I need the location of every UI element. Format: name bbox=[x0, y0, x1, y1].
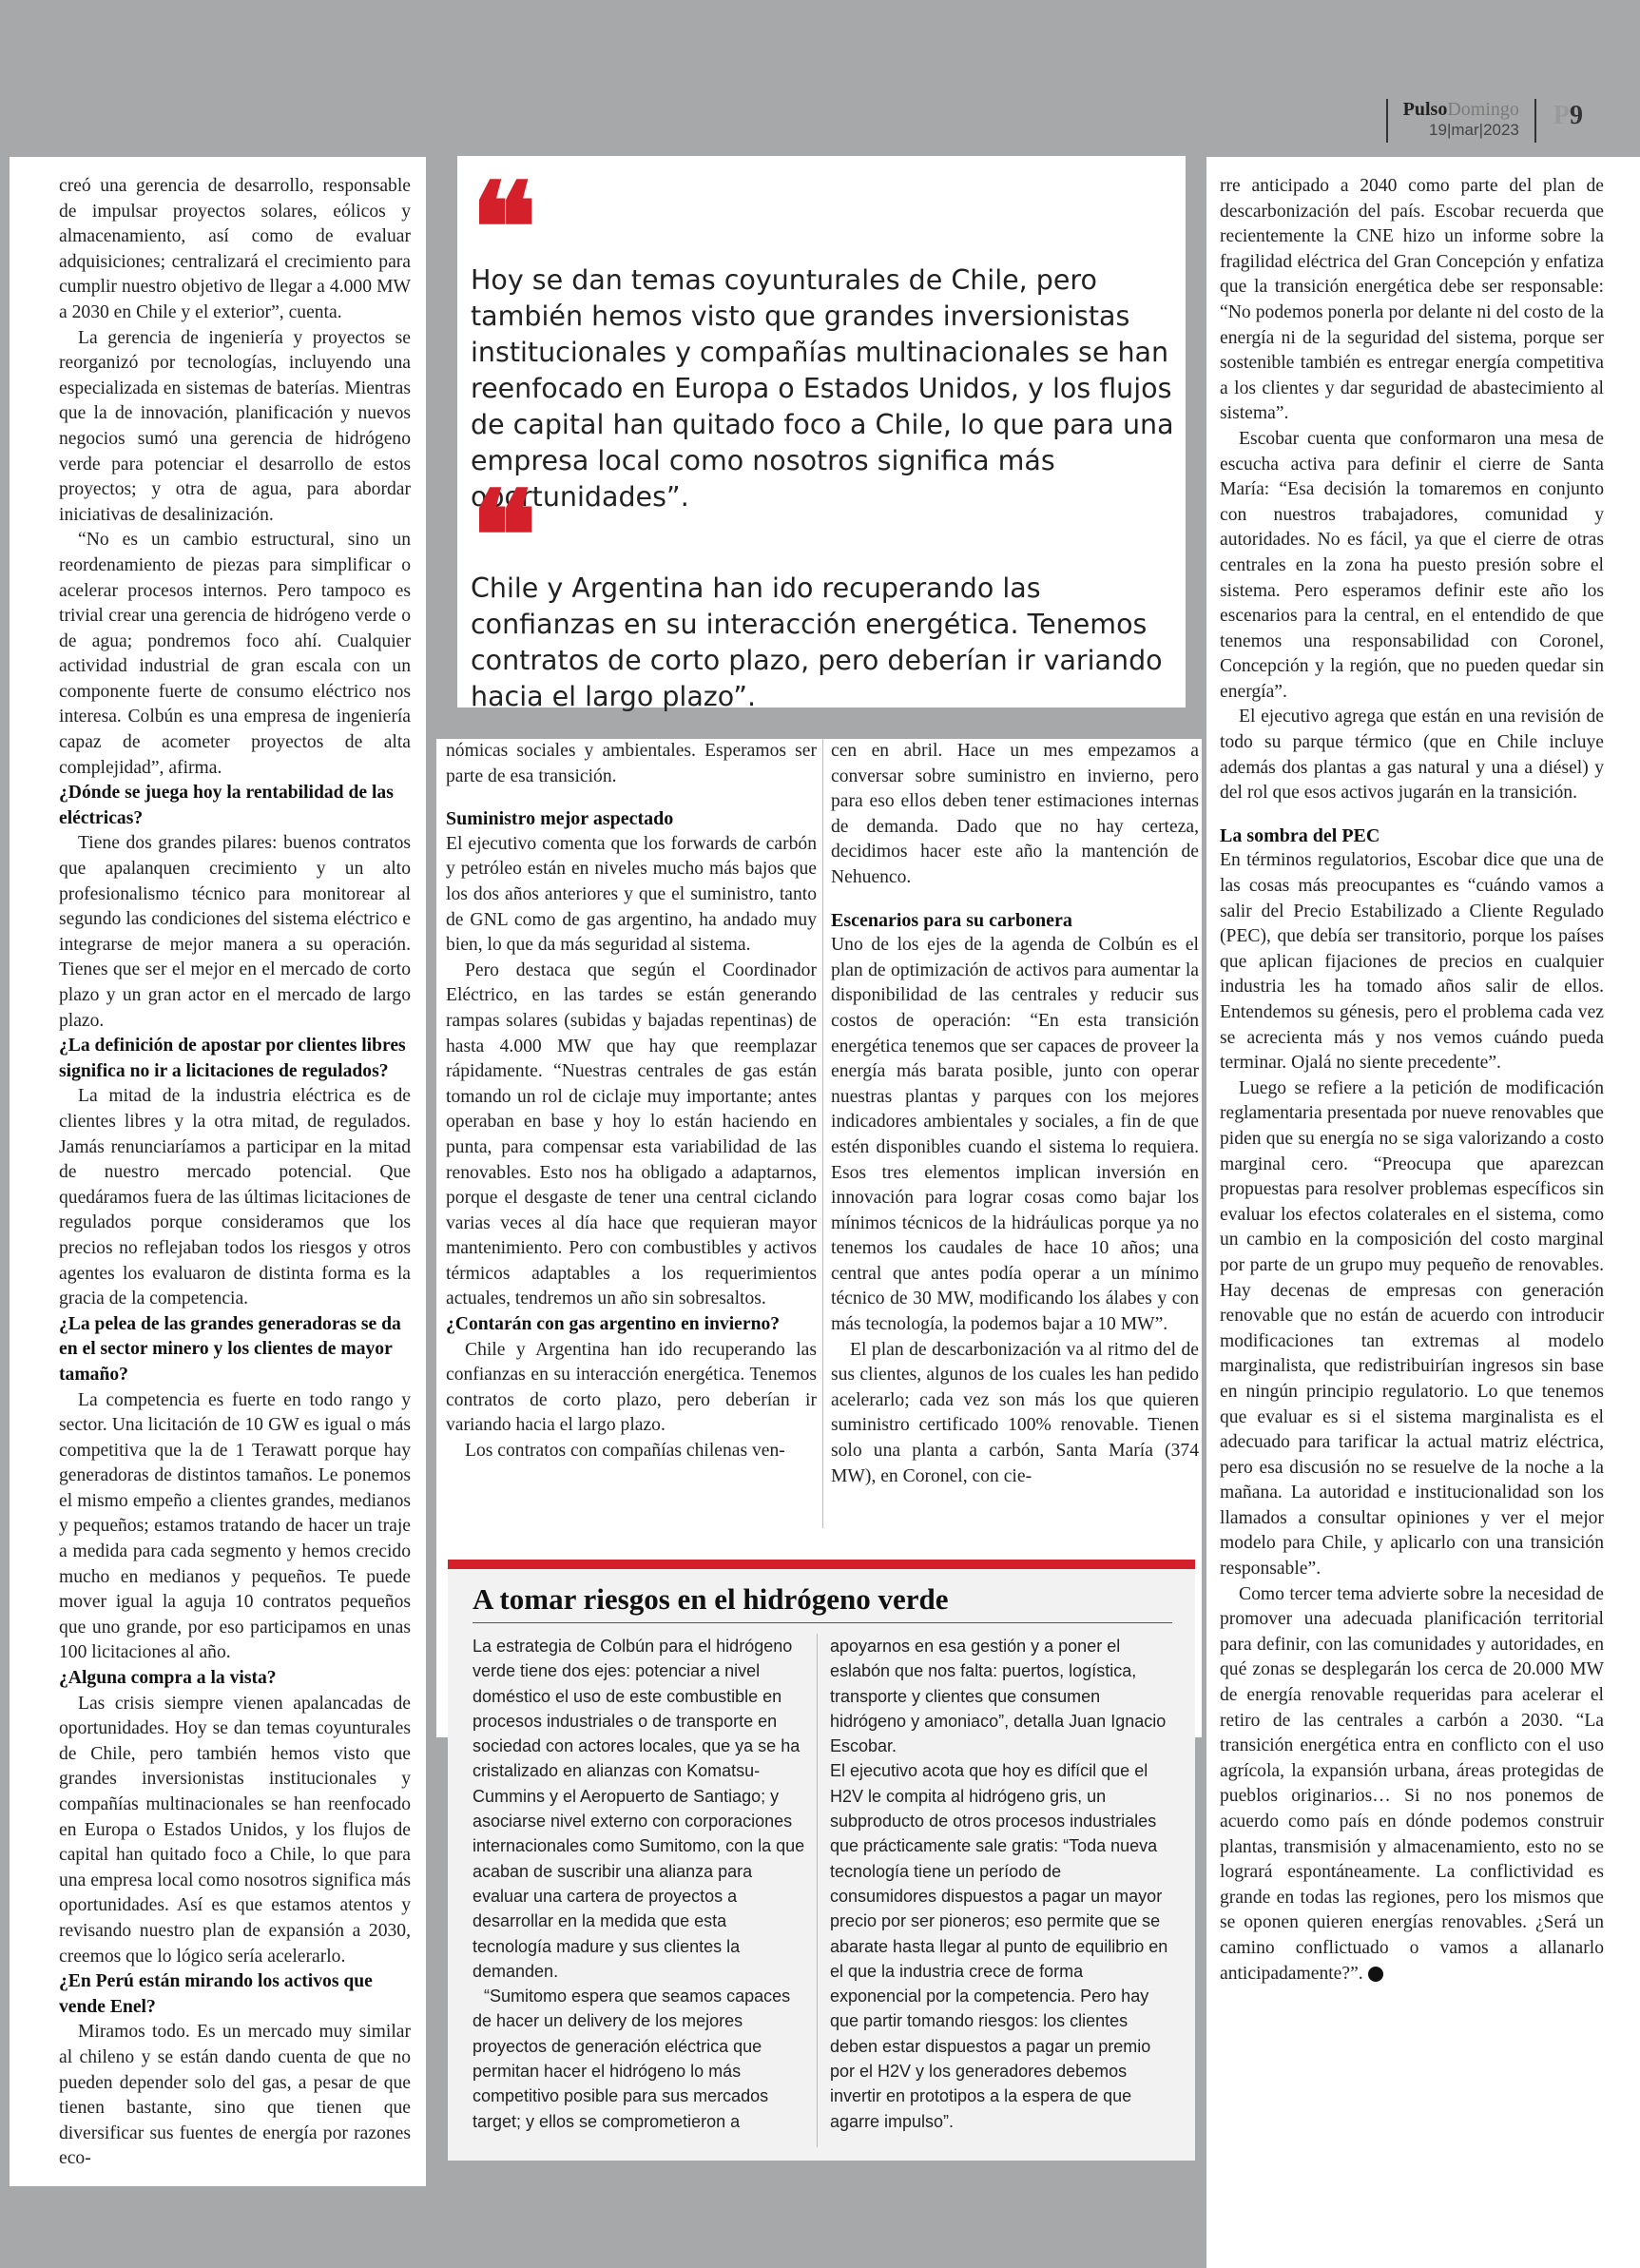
page-number bbox=[1536, 99, 1583, 133]
body-paragraph: Las crisis siempre vienen apalancadas de oportunidades. Hoy se dan temas coyunturales de Chile, pero también hemos visto que grandes inversionistas institucionales y compañías multinacionales se han reenfocado en Europa o Estados Unidos, y los flujos de capital han quitado foco a Chile, lo que para una empresa local como nosotros significa más oportunidades. Así es que estamos atentos y revisando nuestro plan de expansión a 2030, creemos que lo lógico sería acelerarlo. bbox=[59, 1693, 412, 1967]
interview-question: ¿Dónde se juega hoy la rentabilidad de las eléctricas? bbox=[59, 783, 394, 828]
page-header bbox=[1386, 99, 1583, 143]
pull-quote-1 bbox=[471, 155, 1174, 515]
sidebar-box-column-1 bbox=[473, 1634, 805, 2134]
sidebar-paragraph: La estrategia de Colbún para el hidrógeno verde tiene dos ejes: potenciar a nivel doméstico el uso de este combustible en procesos industriales o de transporte en sociedad con actores locales, que ya se ha cristalizado en alianzas con Komatsu-Cummins y el Aeropuerto de Santiago; y asociarse nivel externo con corporaciones internacionales como Sumitomo, con la que acaban de suscribir una alianza para evaluar una cartera de proyectos a desarrollar en la medida que esta tecnología madure y sus clientes la demanden. bbox=[473, 1637, 805, 1981]
column-divider bbox=[822, 739, 823, 1528]
body-paragraph: El plan de descarbonización va al ritmo del de sus clientes, algunos de los cuales les han pedido acelerarlo; cada vez son más los que quieren suministro certificado 100% renovable. Tienen solo una planta a carbón, Santa María (374 MW), en Coronel, con cie- bbox=[831, 1339, 1199, 1486]
right-column bbox=[1206, 157, 1640, 2268]
body-paragraph: Como tercer tema advierte sobre la necesidad de promover una adecuada planificación territorial para definir, con las comunidades y autoridades, en qué zonas se desplegarán los cerca de 20.000 MW de energía renovable requeridas para acelerar el retiro de las centrales a carbón a 2030. “La transición energética entra en conflicto con el uso agrícola, la expansión urbana, áreas protegidas de pueblos originarios… Si no nos ponemos de acuerdo como país en dónde podemos construir plantas, transmisión y almacenamiento, esto no se logrará espontáneamente. La conflictividad es grande en todas las regiones, pero los mismos que se oponen quieren energías renovables. ¿Será un camino conflictuado o vamos a allanarlo anticipadamente?”. P bbox=[1220, 1583, 1604, 1984]
body-paragraph: Miramos todo. Es un mercado muy similar al chileno y se están dando cuenta de que no pueden depender solo del gas, a pesar de que tienen bastante, sino que tienen que diversificar sus fuentes de energía por razones eco- bbox=[59, 2022, 411, 2169]
body-paragraph: cen en abril. Hace un mes empezamos a conversar sobre suministro en invierno, pero para eso ellos deben tener estimaciones internas de demanda. Dado que no hay certeza, decidimos hacer este año la mantención de Nehuenco. bbox=[831, 741, 1199, 887]
sidebar-paragraph: El ejecutivo acota que hoy es difícil que el H2V le compita al hidrógeno gris, un subproducto de otros procesos industriales que prácticamente sale gratis: “Toda nueva tecnología tiene un período de consumidores dispuestos a pagar un mayor precio por ser pioneros; eso permite que se abarate hasta llegar al punto de equilibrio en el que la industria crece de forma exponencial por la competencia. Pero hay que partir tomando riesgos: los clientes deben estar dispuestos a pagar un premio por el H2V y los generadores debemos invertir en prototipos a la espera de que agarre impulso”. bbox=[830, 1761, 1168, 2131]
middle-column-2 bbox=[831, 739, 1199, 1489]
sidebar-box bbox=[448, 1569, 1195, 2161]
interview-question: ¿Contarán con gas argentino en invierno? bbox=[446, 1314, 781, 1335]
body-paragraph: Chile y Argentina han ido recuperando las confianzas en su interacción energética. Tenemos contratos de corto plazo, pero deberían ir variando hacia el largo plazo. bbox=[446, 1339, 817, 1436]
section-heading: Suministro mejor aspectado bbox=[446, 808, 674, 830]
left-column bbox=[10, 157, 426, 2186]
pull-quote-2-text: Chile y Argentina han ido recuperando las confianzas en su interacción energética. Tenemos contratos de corto plazo, pero deberían ir variando hacia el largo plazo”. bbox=[471, 572, 1163, 712]
sidebar-box-divider bbox=[817, 1634, 818, 2147]
section-heading: La sombra del PEC bbox=[1220, 824, 1380, 846]
brand-main: Pulso bbox=[1402, 99, 1448, 120]
body-paragraph: La gerencia de ingeniería y proyectos se reorganizó por tecnologías, incluyendo una especializada en sistemas de baterías. Mientras que la de innovación, planificación y nuevos negocios sumó una gerencia de hidrógeno verde para potenciar el desarrollo de estos proyectos; y otra de agua, para abordar iniciativas de desalinización. bbox=[59, 327, 411, 525]
issue-date: 19|mar|2023 bbox=[1429, 121, 1519, 139]
right-column-text bbox=[1220, 174, 1604, 1987]
interview-question: ¿Alguna compra a la vista? bbox=[59, 1668, 277, 1689]
body-paragraph: Luego se refiere a la petición de modificación reglamentaria presentada por nueve renovables que piden que su energía no se siga valorizando a costo marginal cero. “Preocupa que aparezcan propuestas para resolver problemas específicos sin evaluar los efectos colaterales en el sistema, como un cambio en la composición del costo marginal por parte de un grupo muy pequeño de renovables. Hay decenas de empresas con generación renovable que no están de acuerdo con introducir modificaciones tan extremas al modelo marginalista, que redistribuirían ingresos sin base en ningún principio regulatorio. Lo que tenemos que evaluar es si el sistema marginalista es el adecuado para tarificar la actual matriz eléctrica, pero esa discusión no se resuelve de la noche a la mañana. La autoridad e institucionalidad son los llamados a consultar opiniones y ver el mejor modelo para Chile, y aplicarlo con una transición responsable”. bbox=[1220, 1077, 1604, 1580]
quote-mark-icon: ❝ bbox=[471, 155, 516, 300]
quote-mark-icon: ❝ bbox=[471, 463, 516, 609]
body-paragraph: rre anticipado a 2040 como parte del plan de descarbonización del país. Escobar recuerda que recientemente la CNE hizo un informe sobre la fragilidad eléctrica del Gran Concepción y enfatiza que la transición energética debe ser responsable: “No podemos ponerla por delante ni del costo de la energía ni de la seguridad del sistema, porque ser sostenible también es entregar energía competitiva a los clientes y dar seguridad de abastecimiento al sistema”. bbox=[1220, 176, 1604, 424]
sidebar-box-accent bbox=[448, 1560, 1195, 1569]
interview-question: ¿La definición de apostar por clientes libres significa no ir a licitaciones de regulados? bbox=[59, 1036, 406, 1081]
sidebar-box-title: A tomar riesgos en el hidrógeno verde bbox=[473, 1582, 949, 1616]
sidebar-paragraph: apoyarnos en esa gestión y a poner el eslabón que nos falta: puertos, logística, transporte y clientes que consumen hidrógeno y amoniaco”, detalla Juan Ignacio Escobar. bbox=[830, 1637, 1167, 1756]
body-paragraph: La mitad de la industria eléctrica es de clientes libres y la otra mitad, de regulados. Jamás renunciaríamos a participar en la mitad de nuestro mercado potencial. Que quedáramos fuera de las últimas licitaciones de regulados porque consideramos que los precios no reflejaban todos los riesgos y otros agentes los evaluaron de distinta forma es la gracia de la competencia. bbox=[59, 1086, 411, 1309]
sidebar-paragraph: “Sumitomo espera que seamos capaces de hacer un delivery de los mejores proyectos de generación eléctrica que permitan hacer el hidrógeno lo más competitivo posible para sus mercados target; y ellos se comprometieron a bbox=[473, 1987, 791, 2131]
middle-column-1 bbox=[446, 739, 817, 1464]
body-paragraph: El ejecutivo agrega que están en una revisión de todo su parque térmico (que en Chile incluye además dos plantas a gas natural y una a diésel) y del rol que esos activos jugarán en la transición. bbox=[1220, 707, 1604, 804]
left-column-text bbox=[59, 174, 411, 2172]
body-paragraph: En términos regulatorios, Escobar dice que una de las cosas más preocupantes es “cuándo vamos a salir del Precio Estabilizado a Cliente Regulado (PEC), que debía ser transitorio, porque los países que aplican fijaciones de precios en cualquier industria les ha tomado años salir de ellos. Entendemos su génesis, pero el problema cada vez se acrecienta más y nos vemos cuándo pueda terminar. Ojalá no siente precedente”. bbox=[1220, 850, 1604, 1074]
section-heading: Escenarios para su carbonera bbox=[831, 909, 1072, 931]
brand-sub: Domingo bbox=[1447, 99, 1519, 120]
sidebar-box-rule bbox=[473, 1622, 1172, 1623]
body-paragraph: La competencia es fuerte en todo rango y sector. Una licitación de 10 GW es igual o más competitiva que la de 1 Terawatt porque hay generadoras de distintos tamaños. Le ponemos el mismo empeño a clientes grandes, medianos y pequeños; estamos tratando de hacer un traje a medida para cada segmento y hemos crecido mucho en medianos y pequeños. Te puede mover igual la aguja 10 contratos pequeños que uno grande, por eso participamos en unas 100 licitaciones al año. bbox=[59, 1389, 411, 1663]
body-paragraph: “No es un cambio estructural, sino un reordenamiento de piezas para simplificar o acelerar procesos internos. Pero tampoco es trivial crear una gerencia de hidrógeno verde o de agua; pondremos foco ahí. Cualquier actividad industrial de gran escala con un componente fuerte de consumo eléctrico nos interesa. Colbún es una empresa de ingeniería capaz de acometer proyectos de alta complejidad”, afirma. bbox=[59, 530, 411, 778]
sidebar-box-column-2 bbox=[830, 1634, 1172, 2134]
end-mark-icon: P bbox=[1368, 1967, 1383, 1982]
page-letter: P bbox=[1553, 101, 1570, 130]
masthead bbox=[1386, 99, 1536, 143]
body-paragraph: Tiene dos grandes pilares: buenos contratos que apalanquen crecimiento y un alto profesionalismo técnico para monitorear al segundo las condiciones del sistema eléctrico e integrarse de mejor manera a su operación. Tienes que ser el mejor en el mercado de corto plazo y un gran actor en el mercado de largo plazo. bbox=[59, 833, 411, 1031]
page-number-value: 9 bbox=[1570, 101, 1583, 130]
body-paragraph: Uno de los ejes de la agenda de Colbún es el plan de optimización de activos para aumentar la disponibilidad de las centrales y reducir sus costos de operación: “En esta transición energética tenemos que ser capaces de proveer la energía más barata posible, junto con operar nuestras plantas y parques con los mejores indicadores ambientales y sociales, a fin de que estén disponibles cuando el sistema lo requiera. Esos tres elementos implican inversión en innovación para lograr cosas como bajar los mínimos técnicos de la hidráulicas porque ya no tenemos los caudales de hace 10 años; una central que antes podía operar a un mínimo técnico de 30 MW, modificando los álabes y con más tecnología, la podemos bajar a 10 MW”. bbox=[831, 935, 1199, 1335]
body-paragraph: Los contratos con compañías chilenas ven- bbox=[465, 1441, 785, 1462]
body-paragraph: El ejecutivo comenta que los forwards de carbón y petróleo están en niveles mucho más bajos que los dos años anteriores y que el suministro, tanto de GNL como de gas argentino, ha andado muy bien, lo que da más seguridad al sistema. bbox=[446, 833, 817, 956]
body-paragraph: creó una gerencia de desarrollo, responsable de impulsar proyectos solares, eólicos y almacenamiento, así como de evaluar adquisiciones; centralizará el crecimiento para cumplir nuestro objetivo de llegar a 4.000 MW a 2030 en Chile y el exterior”, cuenta. bbox=[59, 176, 411, 322]
pull-quotes bbox=[457, 155, 1186, 712]
pull-quote-1-text: Hoy se dan temas coyunturales de Chile, pero también hemos visto que grandes inversionistas institucionales y compañías multinacionales se han reenfocado en Europa o Estados Unidos, y los flujos de capital han quitado foco a Chile, lo que para una empresa local como nosotros significa más oportunidades”. bbox=[471, 264, 1174, 513]
body-paragraph: Pero destaca que según el Coordinador Eléctrico, en las tardes se están generando rampas solares (subidas y bajadas repentinas) de hasta 4.000 MW que hay que reemplazar rápidamente. “Nuestras centrales de gas están tomando un rol de ciclaje muy importante; antes operaban en base y hoy lo están haciendo en punta, para compensar esta variabilidad de las renovables. Esto nos ha obligado a adaptarnos, porque el desgaste de tener una central ciclando varias veces al día hace que requieran mayor mantenimiento. Pero con combustibles y activos térmicos adaptables a los requerimientos actuales, tendremos un año sin sobresaltos. bbox=[446, 960, 817, 1309]
pull-quote-2 bbox=[471, 463, 1174, 715]
body-paragraph: nómicas sociales y ambientales. Esperamos ser parte de esa transición. bbox=[446, 741, 817, 786]
interview-question: ¿La pelea de las grandes generadoras se da en el sector minero y los clientes de mayor tamaño? bbox=[59, 1313, 401, 1385]
brand-logo bbox=[1403, 99, 1519, 120]
interview-question: ¿En Perú están mirando los activos que vende Enel? bbox=[59, 1971, 373, 2017]
body-paragraph: Escobar cuenta que conformaron una mesa de escucha activa para definir el cierre de Santa María: “Esa decisión la tomaremos en conjunto con nuestros trabajadores, comunidad y autoridades. No es fácil, ya que el cierre de otras centrales en la zona ha puesto presión sobre el sistema. Pero esperamos definir este año los escenarios para la central, en el entendido de que tenemos una responsabilidad con Coronel, Concepción y la región, que no pueden quedar sin energía”. bbox=[1220, 428, 1604, 702]
